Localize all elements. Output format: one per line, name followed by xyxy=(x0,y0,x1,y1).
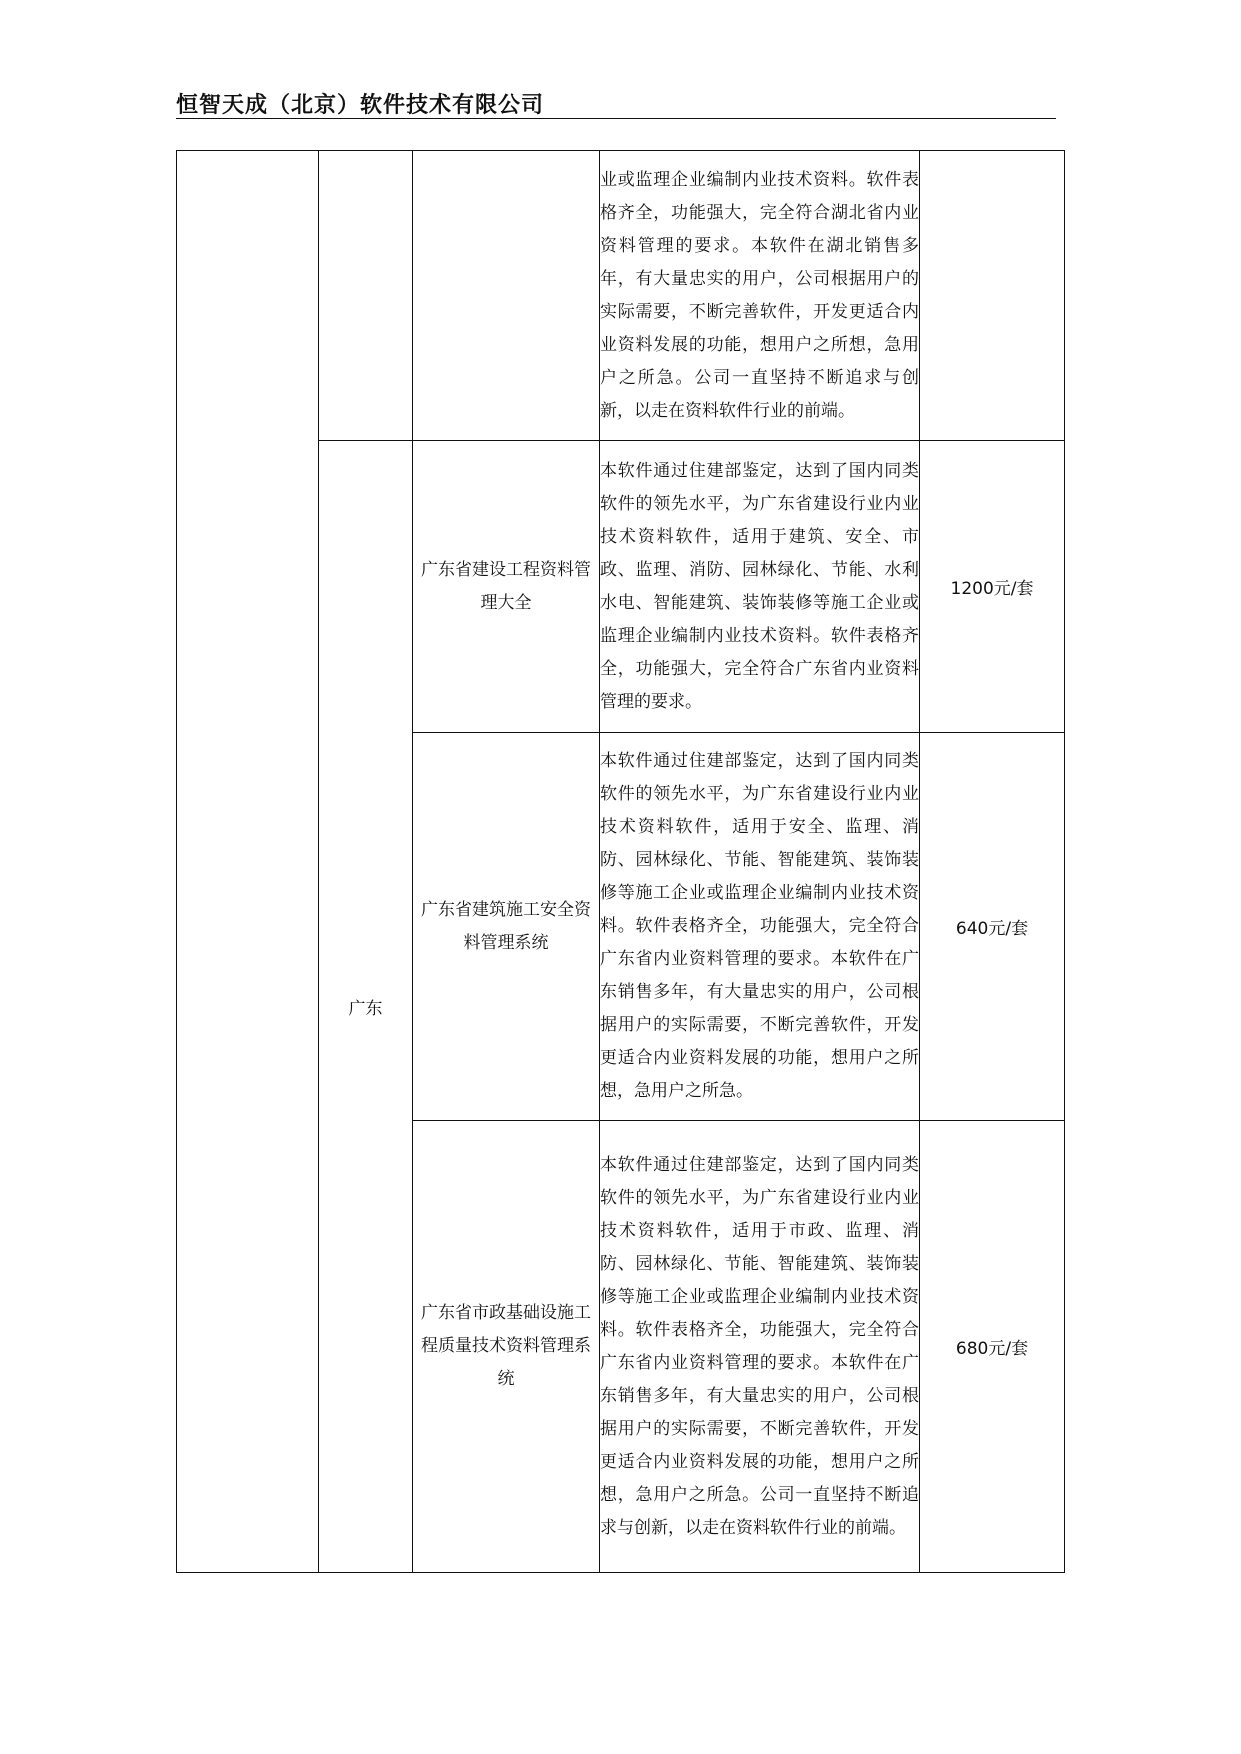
region-cell: 广东 xyxy=(319,441,413,1573)
category-cell xyxy=(177,151,319,1573)
product-name xyxy=(413,151,600,441)
product-name: 广东省建筑施工安全资料管理系统 xyxy=(413,733,600,1121)
product-name: 广东省市政基础设施工程质量技术资料管理系统 xyxy=(413,1121,600,1573)
table-row xyxy=(177,151,1065,441)
product-name: 广东省建设工程资料管理大全 xyxy=(413,441,600,733)
product-description: 业或监理企业编制内业技术资料。软件表格齐全，功能强大，完全符合湖北省内业资料管理的要求。本软件在湖北销售多年，有大量忠实的用户，公司根据用户的实际需要，不断完善软件，开发更适合内业资料发展的功能，想用户之所想，急用户之所急。公司一直坚持不断追求与创新，以走在资料软件行业的前端。 xyxy=(600,151,920,441)
product-description: 本软件通过住建部鉴定，达到了国内同类软件的领先水平，为广东省建设行业内业技术资料软件，适用于安全、监理、消防、园林绿化、节能、智能建筑、装饰装修等施工企业或监理企业编制内业技术资料。软件表格齐全，功能强大，完全符合广东省内业资料管理的要求。本软件在广东销售多年，有大量忠实的用户，公司根据用户的实际需要，不断完善软件，开发更适合内业资料发展的功能，想用户之所想，急用户之所急。 xyxy=(600,733,920,1121)
product-description: 本软件通过住建部鉴定，达到了国内同类软件的领先水平，为广东省建设行业内业技术资料软件，适用于市政、监理、消防、园林绿化、节能、智能建筑、装饰装修等施工企业或监理企业编制内业技术资料。软件表格齐全，功能强大，完全符合广东省内业资料管理的要求。本软件在广东销售多年，有大量忠实的用户，公司根据用户的实际需要，不断完善软件，开发更适合内业资料发展的功能，想用户之所想，急用户之所急。公司一直坚持不断追求与创新，以走在资料软件行业的前端。 xyxy=(600,1121,920,1573)
region-cell-prev xyxy=(319,151,413,441)
company-header: 恒智天成（北京）软件技术有限公司 xyxy=(176,93,545,118)
product-price: 680元/套 xyxy=(920,1121,1065,1573)
header-divider xyxy=(176,118,1056,119)
product-price: 640元/套 xyxy=(920,733,1065,1121)
product-table xyxy=(176,150,1065,1573)
product-price xyxy=(920,151,1065,441)
product-price: 1200元/套 xyxy=(920,441,1065,733)
product-description: 本软件通过住建部鉴定，达到了国内同类软件的领先水平，为广东省建设行业内业技术资料软件，适用于建筑、安全、市政、监理、消防、园林绿化、节能、水利水电、智能建筑、装饰装修等施工企业或监理企业编制内业技术资料。软件表格齐全，功能强大，完全符合广东省内业资料管理的要求。 xyxy=(600,441,920,733)
